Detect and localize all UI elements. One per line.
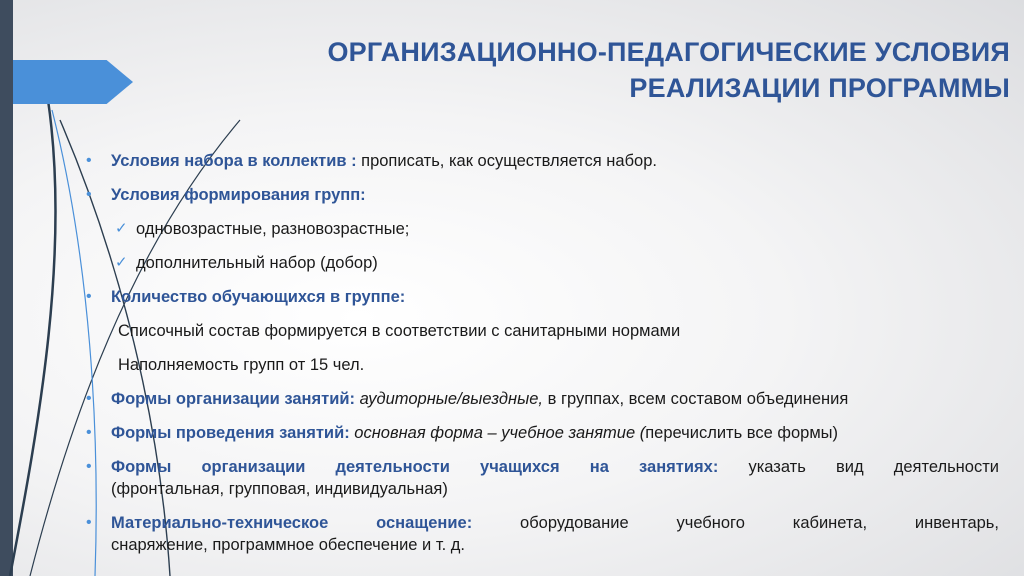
checkmark-icon: ✓ bbox=[115, 254, 128, 271]
slide-title bbox=[250, 34, 1010, 106]
list-text: Списочный состав формируется в соответствии с санитарными нормами bbox=[118, 322, 681, 340]
checkmark-icon: ✓ bbox=[115, 220, 128, 237]
title-line-1: ОРГАНИЗАЦИОННО-ПЕДАГОГИЧЕСКИЕ УСЛОВИЯ bbox=[327, 37, 1010, 67]
list-item: • Условия формирования групп: bbox=[84, 184, 999, 206]
list-item: • Условия набора в коллектив : прописать, как осуществляется набор. bbox=[84, 150, 999, 172]
list-subitem: ✓ дополнительный набор (добор) bbox=[115, 254, 378, 272]
list-item: • Формы организации деятельности учащихся на занятиях: указать вид деятельности (фронтальная, групповая, индивидуальная) bbox=[84, 456, 999, 500]
list-item: • Количество обучающихся в группе: bbox=[84, 286, 999, 308]
title-line-2: РЕАЛИЗАЦИИ ПРОГРАММЫ bbox=[629, 73, 1010, 103]
list-item: • Формы проведения занятий: основная форма – учебное занятие (перечислить все формы) bbox=[84, 422, 999, 444]
list-subitem: ✓ одновозрастные, разновозрастные; bbox=[115, 220, 410, 238]
content-list bbox=[84, 150, 999, 568]
list-text: Наполняемость групп от 15 чел. bbox=[118, 356, 365, 374]
list-item: • Формы организации занятий: аудиторные/выездные, в группах, всем составом объединения bbox=[84, 388, 999, 410]
list-item: • Материально-техническое оснащение: оборудование учебного кабинета, инвентарь, снаряжение, программное обеспечение и т. д. bbox=[84, 512, 999, 556]
